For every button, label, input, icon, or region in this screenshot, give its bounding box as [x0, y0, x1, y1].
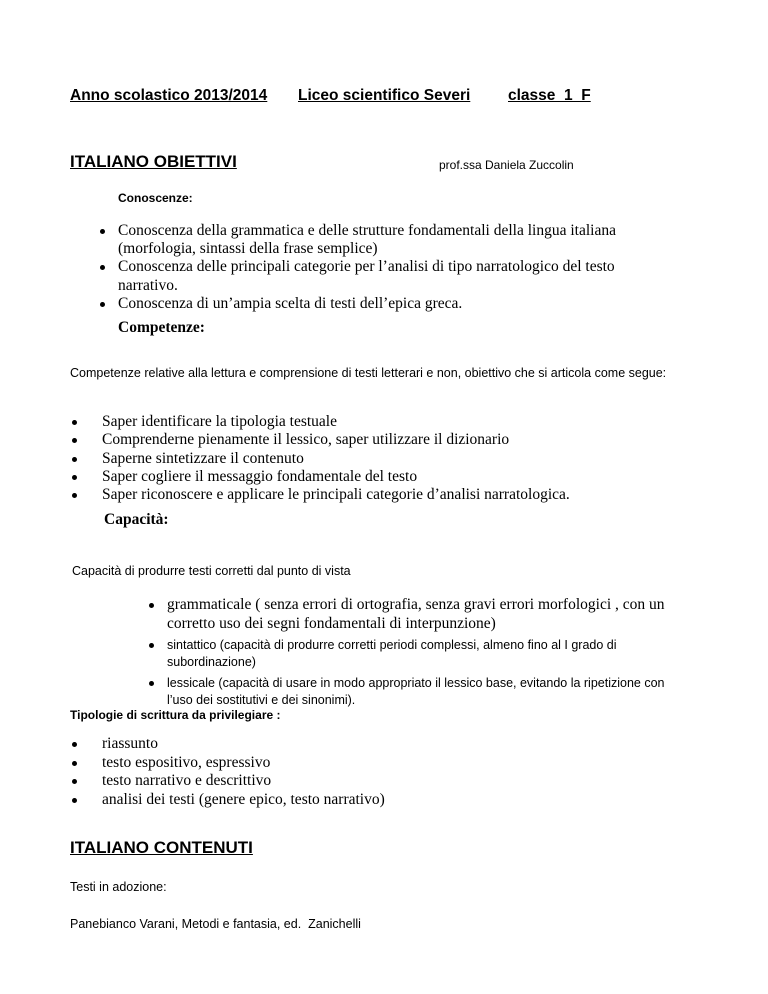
list-item: grammaticale ( senza errori di ortografia, senza gravi errori morfologici , con un corretto uso dei segni fondamentali di interpunzione)	[147, 596, 687, 633]
list-item: Saper cogliere il messaggio fondamentale del testo	[70, 468, 670, 486]
textbook: Panebianco Varani, Metodi e fantasia, ed. Zanichelli	[70, 917, 361, 931]
skills-intro: Competenze relative alla lettura e comprensione di testi letterari e non, obiettivo che si articola come segue:	[70, 366, 667, 380]
writing-heading: Tipologie di scrittura da privilegiare :	[70, 708, 281, 722]
class-name: classe 1 F	[508, 87, 591, 104]
knowledge-heading: Conoscenze:	[118, 191, 193, 205]
capacity-list	[147, 596, 687, 709]
list-item: Saper identificare la tipologia testuale	[70, 413, 670, 431]
contents-title: ITALIANO CONTENUTI	[70, 838, 253, 857]
school-year: Anno scolastico 2013/2014	[70, 87, 268, 104]
knowledge-list	[98, 222, 658, 313]
list-item: testo espositivo, espressivo	[70, 754, 670, 773]
writing-list	[70, 735, 670, 809]
list-item: analisi dei testi (genere epico, testo narrativo)	[70, 791, 670, 810]
list-item: Saperne sintetizzare il contenuto	[70, 450, 670, 468]
skills-list	[70, 413, 670, 504]
list-item: Conoscenza della grammatica e delle strutture fondamentali della lingua italiana (morfologia, sintassi della frase semplice)	[98, 222, 658, 258]
textbooks-label: Testi in adozione:	[70, 880, 167, 894]
list-item: sintattico (capacità di produrre corretti periodi complessi, almeno fino al I grado di subordinazione)	[147, 637, 687, 671]
list-item: riassunto	[70, 735, 670, 754]
list-item: Saper riconoscere e applicare le principali categorie d’analisi narratologica.	[70, 486, 670, 504]
teacher-name: prof.ssa Daniela Zuccolin	[439, 158, 574, 172]
list-item: Comprenderne pienamente il lessico, saper utilizzare il dizionario	[70, 431, 670, 449]
skills-heading: Competenze:	[118, 319, 205, 336]
list-item: testo narrativo e descrittivo	[70, 772, 670, 791]
objectives-title: ITALIANO OBIETTIVI	[70, 152, 237, 171]
list-item: Conoscenza delle principali categorie per l’analisi di tipo narratologico del testo narrativo.	[98, 258, 658, 294]
list-item: lessicale (capacità di usare in modo appropriato il lessico base, evitando la ripetizione con l’uso dei sostitutivi e dei sinonimi).	[147, 675, 687, 709]
capacity-intro: Capacità di produrre testi corretti dal punto di vista	[72, 564, 351, 578]
school-name: Liceo scientifico Severi	[298, 87, 471, 104]
list-item: Conoscenza di un’ampia scelta di testi dell’epica greca.	[98, 295, 658, 313]
capacity-heading: Capacità:	[104, 511, 169, 528]
